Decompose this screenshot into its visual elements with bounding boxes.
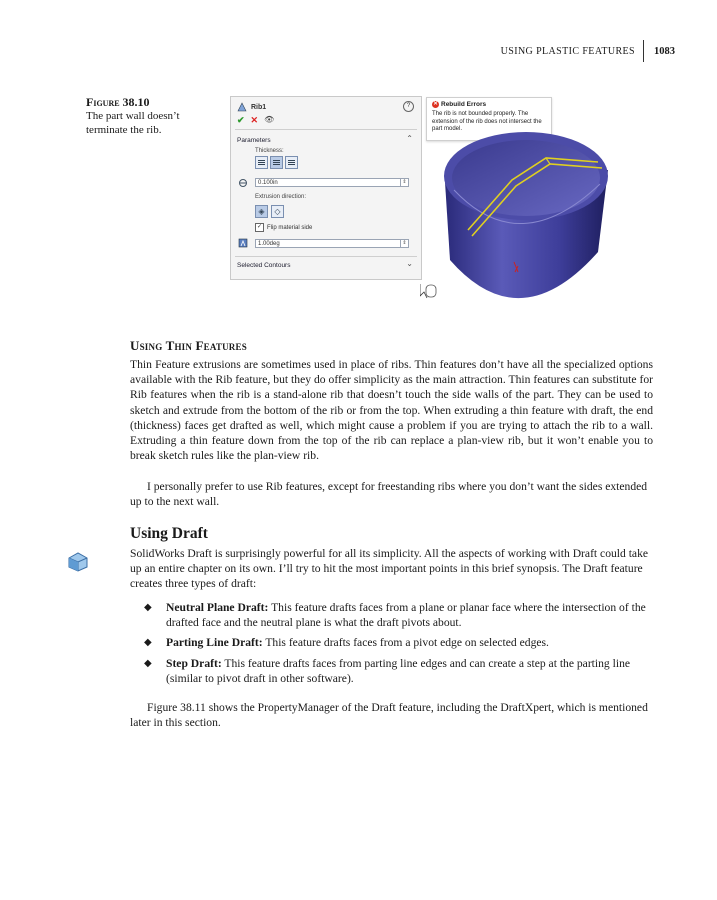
- figure-caption-text: The part wall doesn’t terminate the rib.: [86, 110, 180, 136]
- thickness-label: Thickness:: [255, 148, 284, 154]
- paragraph: Figure 38.11 shows the PropertyManager of the Draft feature, including the DraftXpert, which is mentioned later in this section.: [130, 701, 648, 730]
- bullet-text: This feature drafts faces from parting line edges and can create a step at the parting line (similar to pivot draft in other software).: [166, 656, 631, 685]
- parameters-section-label[interactable]: Parameters: [237, 137, 271, 144]
- selected-contours-label[interactable]: Selected Contours: [237, 262, 291, 269]
- thickness-value: 0.100in: [258, 180, 278, 186]
- pm-actions: [237, 115, 274, 125]
- parallel-to-sketch-button[interactable]: ◈: [255, 205, 268, 218]
- preview-eye-icon[interactable]: 👁: [264, 115, 275, 124]
- flip-material-row: [255, 223, 312, 232]
- bullet-term: Step Draft:: [166, 656, 222, 670]
- bullet-diamond-icon: ◆: [144, 602, 152, 613]
- draft-angle-value: 1.00deg: [258, 241, 280, 247]
- help-icon[interactable]: ?: [403, 101, 414, 112]
- error-title: Rebuild Errors: [441, 101, 487, 108]
- draft-angle-input[interactable]: [255, 239, 409, 248]
- section-heading-thin-features: Using Thin Features: [130, 338, 247, 353]
- flip-material-checkbox[interactable]: ✓: [256, 224, 263, 230]
- section-heading-draft: Using Draft: [130, 525, 208, 542]
- cancel-button[interactable]: ✕: [250, 115, 259, 125]
- pm-title-row: [237, 102, 266, 112]
- chevron-up-icon[interactable]: ⌃: [406, 134, 413, 143]
- flip-material-label: Flip material side: [267, 224, 313, 231]
- part-model-cylinder: [420, 100, 620, 325]
- running-header: [501, 40, 675, 62]
- bullet-diamond-icon: ◆: [144, 637, 152, 649]
- thickness-input[interactable]: [255, 178, 409, 187]
- bullet-term: Parting Line Draft:: [166, 636, 263, 650]
- running-header-title: USING PLASTIC FEATURES: [500, 45, 635, 57]
- paragraph: Thin Feature extrusions are sometimes used in place of ribs. Thin features don’t have all the specialized options available with the Rib feature, but they do offer simplicity as the main attraction. Thin features can substitute for Rib features when the rib is a stand-alone rib that doesn’t touch the side walls of the part. They can be used to sketch and extrude from the bottom of the rib or from the top. When extruding a thin feature with draft, the end (thickness) faces get drafted as well, which might cause a problem if you are trying to attach the rib to a wall. Extruding a thin feature down from the top of the rib can replace a plan-view rib, but it won’t enable you to break sketch rules like the plan-view rib.: [130, 358, 653, 463]
- draft-icon[interactable]: [238, 238, 248, 248]
- thickness-both-sides-button[interactable]: [270, 156, 283, 169]
- paragraph: SolidWorks Draft is surprisingly powerful for all its simplicity. All the aspects of working with Draft could take up an entire chapter on its own. I’ll try to hit the most important points in this brief synopsis. The Draft feature creates three types of draft:: [130, 547, 649, 591]
- figure-caption: [86, 95, 206, 137]
- bullet-term: Neutral Plane Draft:: [166, 601, 269, 614]
- list-item: [130, 635, 653, 650]
- thickness-spinner[interactable]: ⇕: [400, 179, 408, 186]
- extrusion-direction-label: Extrusion direction:: [255, 194, 307, 200]
- figure-label: Figure 38.10: [86, 95, 150, 109]
- thickness-dimension-icon: [238, 178, 248, 188]
- paragraph: I personally prefer to use Rib features, except for freestanding ribs where you don’t want the sides extended up to the next wall.: [130, 480, 648, 509]
- bullet-text: This feature drafts faces from a pivot edge on selected edges.: [265, 636, 549, 650]
- bullet-diamond-icon: ◆: [144, 657, 152, 669]
- page-number: 1083: [654, 45, 675, 57]
- chevron-down-icon[interactable]: ⌄: [406, 259, 413, 268]
- new-feature-icon: [66, 550, 90, 572]
- pm-divider: [235, 129, 417, 130]
- thickness-first-side-button[interactable]: [255, 156, 268, 169]
- rib-feature-icon: [237, 102, 247, 112]
- ok-button[interactable]: ✔: [237, 115, 245, 125]
- thickness-buttons: [255, 156, 298, 169]
- error-icon: ✕: [433, 101, 438, 108]
- thickness-second-side-button[interactable]: [285, 156, 298, 169]
- draft-angle-spinner[interactable]: ⇕: [400, 240, 408, 247]
- bullet-text: This feature drafts faces from a plane or planar face where the intersection of the drafted face and the neutral plane is what the draft pivots about.: [166, 601, 646, 630]
- normal-to-sketch-button[interactable]: ◇: [271, 205, 284, 218]
- pm-title: Rib1: [251, 103, 267, 111]
- list-item: [130, 656, 653, 686]
- list-item: [130, 600, 653, 630]
- extrusion-direction-buttons: [255, 205, 284, 218]
- pm-divider: [235, 256, 417, 257]
- error-message: The rib is not bounded properly. The extension of the rib does not intersect the part model.: [432, 111, 542, 132]
- draft-types-list: [130, 600, 653, 691]
- rib-property-manager: [230, 96, 422, 280]
